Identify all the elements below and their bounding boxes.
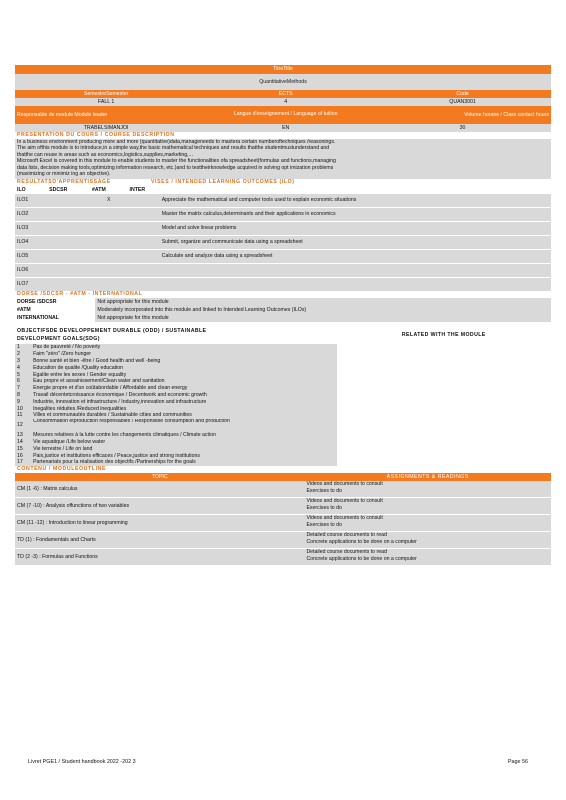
ilo-text: Calculate and analyze data using a spreadsheet (161, 253, 273, 260)
table-row (15, 208, 551, 222)
sdg-text: Partenariats pour la réalisation des objectifs /Partnerships for the goals (33, 459, 196, 466)
list-item (15, 358, 337, 365)
table-row (15, 549, 551, 565)
sdg-heading-left2: DEVELOPMENT GOALS(SDG) (17, 336, 100, 343)
responsible-label: Responsable de module Module leader (17, 112, 108, 118)
ilo-id: ILO2 (17, 211, 29, 218)
col-sdcsr: SDCSR (49, 187, 68, 194)
footer-page-number: Page 56 (507, 759, 528, 765)
title-label-row (15, 65, 551, 74)
sdg-number: 8 (17, 391, 20, 398)
table-row (15, 236, 551, 250)
semester-value: FALL 1 (97, 99, 115, 105)
ilo-id: ILO5 (17, 253, 29, 260)
list-item (15, 459, 337, 466)
ilo-id: ILO3 (17, 225, 29, 232)
outcomes-table (15, 194, 551, 291)
contenu-columns (15, 473, 551, 481)
list-item (15, 453, 337, 460)
presentation-heading: PRESENTATION DU COURS / COURSE DESCRIPTION (17, 132, 175, 138)
sdg-number: 7 (17, 385, 20, 392)
sdg-number: 2 (17, 351, 20, 358)
list-item (15, 365, 337, 372)
list-item (15, 432, 337, 439)
presentation-line: data lists, decision making tools,optimizing information research, etc.)and to testtheirknowledge acquired in solving opt imization problems (17, 164, 334, 171)
col-atm: #ATM (92, 187, 106, 194)
ilo-inter (128, 250, 160, 263)
ilo-sdcsr (47, 250, 90, 263)
ilo-inter (128, 264, 160, 277)
ilo-sdcsr (47, 264, 90, 277)
sdg-text: Consommation etproduction responsables / Responsible consumption and production (33, 419, 230, 425)
list-item (15, 351, 337, 358)
assignment-line: Detailed course documents to read (306, 532, 387, 539)
topic: CM (1 -6) : Matrix calculus (17, 486, 78, 493)
list-item (15, 446, 337, 453)
responsible-value: TRABELSIMANJOI (83, 125, 129, 131)
outcomes-heading-right: VISES / INTENDED LEARNING OUTCOMES (ILO) (151, 179, 295, 186)
table-row (15, 278, 551, 291)
ilo-inter (128, 208, 160, 221)
contenu-table (15, 481, 551, 565)
course-sheet (15, 65, 551, 565)
ilo-id: ILO7 (17, 281, 29, 288)
ilo-inter (128, 194, 160, 207)
col-topic: TOPIC (151, 474, 168, 481)
sdg-number: 12 (17, 422, 23, 429)
dorse-text: Moderately incorporated into this module and linked to Intended Learning Outcomes (ILOs) (95, 306, 551, 314)
sdg-text: Vie aquatique /Life below water (33, 438, 106, 445)
page-footer (28, 759, 528, 765)
footer-left: Livret PGE1 / Student handbook 2022 -202 3 (28, 759, 136, 765)
responsible-header-row (15, 106, 551, 124)
sdg-text: Inegalites réduites /Reduced inequalities (33, 405, 127, 412)
list-item (15, 385, 337, 392)
ilo-text: Submit, organize and communicate data using a spreadsheet (161, 239, 303, 246)
ilo-atm: X (107, 197, 111, 204)
sdg-number: 1 (17, 344, 20, 351)
sdg-number: 10 (17, 405, 23, 412)
table-row (15, 498, 551, 515)
table-row (15, 532, 551, 549)
assignment-line: Videos and documents to consult (306, 498, 383, 505)
ilo-text: Appreciate the mathematical and computer tools used to explain economic situations (161, 197, 357, 204)
ilo-sdcsr (47, 194, 90, 207)
sdg-text: Paix,justice et institutions efficaces / Peace,justice and strong institutions (33, 452, 200, 459)
list-item (15, 412, 337, 419)
ilo-sdcsr (47, 278, 90, 291)
assignment-line: Videos and documents to consult (306, 515, 383, 522)
table-row (15, 222, 551, 236)
sdg-text: Egalite entre les sexes / Gender equality (33, 371, 127, 378)
volume-label: Volume horaire / Class contact hours (464, 112, 549, 118)
sdg-number: 14 (17, 438, 23, 445)
sdg-text: Mesures relatives à la lutte contre les changements climatiques / Climate action (33, 432, 216, 439)
presentation-line: (maximizing or minimiz ing an objective). (17, 170, 111, 177)
ilo-atm (90, 222, 128, 235)
sdg-text: Villes et communautés durables / Sustainable cities and communities (33, 412, 192, 419)
ects-value: 4 (284, 99, 288, 105)
ilo-sdcsr (47, 208, 90, 221)
assignment-line: Concrete applications to be done on a computer (306, 556, 417, 563)
ilo-id: ILO6 (17, 267, 29, 274)
ilo-atm (90, 264, 128, 277)
presentation-body (15, 139, 551, 179)
list-item (15, 378, 337, 385)
list-item (15, 344, 337, 351)
sdg-number: 15 (17, 445, 23, 452)
topic: CM (11 -12) : Introduction to linear programming (17, 520, 128, 527)
table-row (15, 481, 551, 498)
table-row (15, 194, 551, 208)
contenu-heading: CONTENU / MODULEOUTLINE (17, 466, 107, 473)
code-value: QUAN3001 (449, 99, 476, 105)
sdg-text: Pas de pauvreté / No poverty (33, 344, 101, 351)
language-value: EN (282, 125, 290, 131)
sdg-heading-right: RELATED WITH THE MODULE (401, 332, 486, 339)
presentation-line: The aim ofthis module is to introduce,in a simple way,the basic mathematical techniques and results thatthe studentmustunderstand and (17, 145, 330, 152)
outcomes-columns (15, 186, 551, 194)
ilo-inter (128, 278, 160, 291)
col-inter: INTER (129, 187, 146, 194)
dorse-text: Not appropriate for this module (95, 298, 551, 306)
sdg-text: Energie propre et d'un coûtabordable / Affordable and clean energy (33, 385, 188, 392)
ilo-id: ILO4 (17, 239, 29, 246)
ilo-sdcsr (47, 222, 90, 235)
semester-value-row (15, 98, 551, 106)
presentation-line: In a business environment producing more and more (quantitative)data,manageneeds to mastera certain numberoftechniques /reasonings. (17, 139, 336, 145)
assignment-line: Exercises to do (306, 522, 342, 529)
assignment-line: Videos and documents to consult (306, 481, 383, 488)
ilo-atm (90, 278, 128, 291)
sdg-number: 3 (17, 357, 20, 364)
list-item (15, 406, 337, 413)
table-row (15, 264, 551, 278)
sdg-text: Faim "zéro" /Zero hunger (33, 351, 91, 358)
sdg-list (15, 344, 337, 466)
assignment-line: Exercises to do (306, 488, 342, 495)
dorse-table (15, 298, 551, 322)
sdg-number: 5 (17, 371, 20, 378)
ilo-inter (128, 222, 160, 235)
presentation-line: Microsoft Excel is covered in this module to enable students to master the functionalities ofa spreadsheet(formulas and functions,managing (17, 158, 336, 165)
semester-label: SemestreSemester (83, 91, 129, 97)
list-item (15, 439, 337, 446)
list-item (15, 392, 337, 399)
table-row (15, 515, 551, 532)
semester-header-row (15, 90, 551, 98)
ilo-text (160, 264, 551, 277)
sdg-text: Education de qualite /Quality education (33, 364, 124, 371)
ilo-atm (90, 236, 128, 249)
list-item (15, 419, 337, 432)
outcomes-heading-row (15, 179, 551, 186)
table-row (15, 306, 551, 314)
ilo-text: Model and solve linear problems (161, 225, 237, 232)
ilo-id: ILO1 (17, 197, 29, 204)
sdg-heading-row (15, 327, 551, 344)
dorse-label: INTERNATIONAL (17, 315, 59, 322)
topic: TD (1) : Fondamentals and Charts (17, 537, 96, 544)
responsible-value-row (15, 124, 551, 132)
title-label: TitreTitle (273, 66, 293, 72)
course-title-row (15, 74, 551, 90)
assignment-line: Exercises to do (306, 505, 342, 512)
sdg-heading-left: OBJECTIFSDE DEVELOPPEMENT DURABLE (ODD) / SUSTAINABLE (17, 328, 207, 335)
sdg-number: 13 (17, 432, 23, 439)
dorse-label: #ATM (17, 307, 31, 314)
assignment-line: Detailed course documents to read (306, 549, 387, 556)
sdg-number: 9 (17, 398, 20, 405)
sdg-number: 17 (17, 459, 23, 466)
ilo-text (160, 278, 551, 291)
sdg-text: Travail décentetcroissance économique / Decentwork and economic growth (33, 391, 207, 398)
ilo-sdcsr (47, 236, 90, 249)
list-item (15, 372, 337, 379)
sdg-text: Vie terrestre / Life on land (33, 445, 93, 452)
col-ilo: ILO (17, 187, 26, 194)
sdg-text: Eau propre et assainissement/Clean water and sanitation (33, 378, 165, 385)
ects-label: ECTS (278, 91, 293, 97)
sdg-text: Industrie, innovation et infrastructure / Industry,innovation and infrastructure (33, 398, 207, 405)
sdg-number: 16 (17, 452, 23, 459)
course-title: QuantitativeMethods (259, 79, 307, 85)
presentation-line: thatthe can reuse in areas such as economics,logistics,supplies,marketing,... (17, 151, 193, 158)
ilo-atm (90, 208, 128, 221)
table-row (15, 250, 551, 264)
ilo-text: Master the matrix calculus,determinants and their applications in economics (161, 211, 336, 218)
sdg-number: 6 (17, 378, 20, 385)
col-assignments: ASSIGNMENTS & READINGS (386, 474, 469, 481)
table-row (15, 314, 551, 322)
assignment-line: Concrete applications to be done on a computer (306, 539, 417, 546)
sdg-text: Bonne santé et bien -être / Good health and well -being (33, 357, 161, 364)
dorse-heading: DORSE /SDCSR - #ATM - INTERNATIONAL (17, 291, 143, 298)
sdg-number: 11 (17, 412, 23, 419)
table-row (15, 298, 551, 306)
sdg-number: 4 (17, 364, 20, 371)
ilo-atm (90, 250, 128, 263)
language-label: Langue d'enseignement / Language of tuition (233, 111, 338, 118)
topic: TD (2 -3) : Formulas and Functions (17, 554, 98, 561)
topic: CM (7 -10) : Analysis offunctions of two variables (17, 503, 130, 510)
volume-value: 30 (459, 125, 466, 131)
outcomes-heading-left: RESULTATSD'APPRENTISSAGE (17, 179, 111, 186)
ilo-inter (128, 236, 160, 249)
dorse-text: Not appropriate for this module (95, 314, 551, 322)
list-item (15, 399, 337, 406)
dorse-label: DORSE /SDCSR (17, 299, 57, 306)
code-label: Code (456, 91, 469, 97)
